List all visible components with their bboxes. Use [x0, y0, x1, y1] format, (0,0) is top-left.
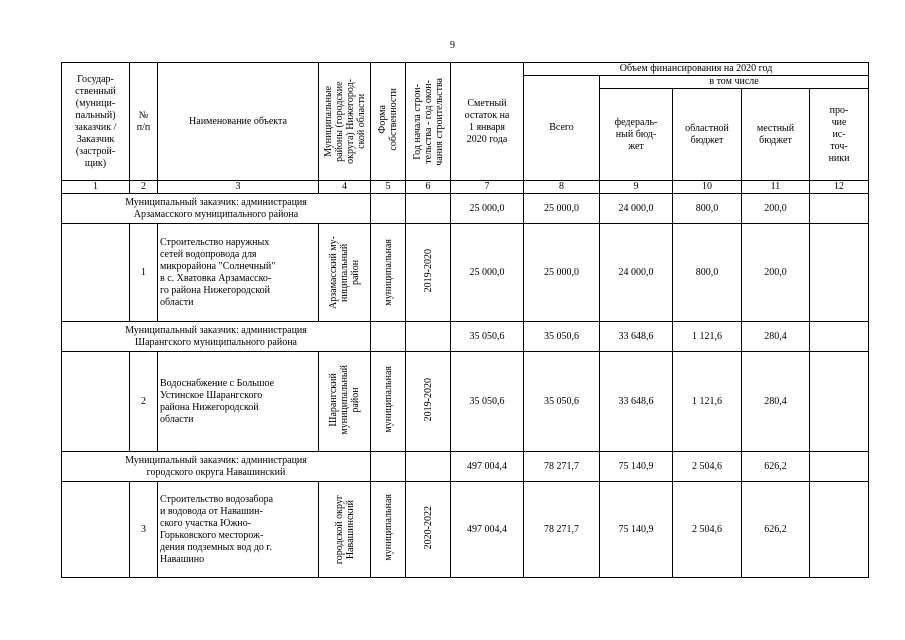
group-estimate: 25 000,0: [451, 194, 524, 224]
header-including: в том числе: [600, 76, 869, 89]
item-num: 2: [130, 352, 158, 452]
column-number: 6: [406, 181, 451, 194]
header-districts: Муниципальные районы (городские округа) Нижегород- ской области: [319, 63, 371, 181]
item-years: 2019-2020: [406, 352, 451, 452]
group-other: [810, 194, 869, 224]
item-other: [810, 352, 869, 452]
item-ownership: муниципальная: [371, 482, 406, 578]
item-local: 280,4: [742, 352, 810, 452]
item-total: 78 271,7: [524, 482, 600, 578]
item-ownership: муниципальная: [371, 352, 406, 452]
group-federal: 75 140,9: [600, 452, 673, 482]
item-name: Строительство наружных сетей водопровода для микрорайона "Солнечный" в с. Хватовка Арзамасско- го района Нижегородской области: [158, 224, 319, 322]
column-number: 4: [319, 181, 371, 194]
header-total: Всего: [524, 76, 600, 181]
group-other: [810, 322, 869, 352]
group-estimate: 35 050,6: [451, 322, 524, 352]
group-regional: 800,0: [673, 194, 742, 224]
header-row-1: [62, 63, 869, 76]
group-local: 280,4: [742, 322, 810, 352]
column-number: 2: [130, 181, 158, 194]
column-number: 11: [742, 181, 810, 194]
header-local: местный бюджет: [742, 89, 810, 181]
group-customer: Муниципальный заказчик: администрация городского округа Навашинский: [62, 452, 371, 482]
item-estimate: 497 004,4: [451, 482, 524, 578]
header-years: Год начала строи- тельства - год окон- чания строительства: [406, 63, 451, 181]
group-regional: 2 504,6: [673, 452, 742, 482]
page-number: 9: [450, 40, 455, 51]
item-district: Шарангский муниципальный район: [319, 352, 371, 452]
item-row: [62, 224, 869, 322]
header-regional: областной бюджет: [673, 89, 742, 181]
column-number: 5: [371, 181, 406, 194]
item-other: [810, 224, 869, 322]
item-local: 626,2: [742, 482, 810, 578]
item-district: городской округ Навашинский: [319, 482, 371, 578]
column-number: 8: [524, 181, 600, 194]
item-federal: 75 140,9: [600, 482, 673, 578]
item-row: [62, 482, 869, 578]
item-num: 3: [130, 482, 158, 578]
column-number: 12: [810, 181, 869, 194]
group-total: 25 000,0: [524, 194, 600, 224]
header-estimate: Сметный остаток на 1 января 2020 года: [451, 63, 524, 181]
financing-table: [61, 62, 869, 578]
item-years: 2020-2022: [406, 482, 451, 578]
header-object-name: Наименование объекта: [158, 63, 319, 181]
group-local: 200,0: [742, 194, 810, 224]
header-federal: федераль- ный бюд- жет: [600, 89, 673, 181]
column-number: 10: [673, 181, 742, 194]
column-number: 1: [62, 181, 130, 194]
item-local: 200,0: [742, 224, 810, 322]
item-regional: 1 121,6: [673, 352, 742, 452]
header-ownership: Форма собственности: [371, 63, 406, 181]
item-federal: 33 648,6: [600, 352, 673, 452]
item-regional: 800,0: [673, 224, 742, 322]
item-regional: 2 504,6: [673, 482, 742, 578]
header-customer: Государ- ственный (муници- пальный) заказчик / Заказчик (застрой- щик): [62, 63, 130, 181]
header-financing: Объем финансирования на 2020 год: [524, 63, 869, 76]
group-total: 35 050,6: [524, 322, 600, 352]
group-row: [62, 452, 869, 482]
item-years: 2019-2020: [406, 224, 451, 322]
item-name: Строительство водозабора и водовода от Навашин- ского участка Южно- Горьковского месторож- дения подземных вод до г. Навашино: [158, 482, 319, 578]
group-row: [62, 194, 869, 224]
group-customer: Муниципальный заказчик: администрация Арзамасского муниципального района: [62, 194, 371, 224]
item-federal: 24 000,0: [600, 224, 673, 322]
item-name: Водоснабжение с Большое Устинское Шарангского района Нижегородской области: [158, 352, 319, 452]
item-estimate: 35 050,6: [451, 352, 524, 452]
group-row: [62, 322, 869, 352]
header-num: № п/п: [130, 63, 158, 181]
item-total: 25 000,0: [524, 224, 600, 322]
header-other: про- чие ис- точ- ники: [810, 89, 869, 181]
column-number: 9: [600, 181, 673, 194]
group-federal: 33 648,6: [600, 322, 673, 352]
column-number-row: [62, 181, 869, 194]
item-ownership: муниципальная: [371, 224, 406, 322]
group-regional: 1 121,6: [673, 322, 742, 352]
group-local: 626,2: [742, 452, 810, 482]
item-district: Арзамасский му- ниципальный район: [319, 224, 371, 322]
group-federal: 24 000,0: [600, 194, 673, 224]
item-row: [62, 352, 869, 452]
group-other: [810, 452, 869, 482]
group-estimate: 497 004,4: [451, 452, 524, 482]
item-num: 1: [130, 224, 158, 322]
column-number: 3: [158, 181, 319, 194]
item-other: [810, 482, 869, 578]
column-number: 7: [451, 181, 524, 194]
group-customer: Муниципальный заказчик: администрация Шарангского муниципального района: [62, 322, 371, 352]
item-total: 35 050,6: [524, 352, 600, 452]
item-estimate: 25 000,0: [451, 224, 524, 322]
group-total: 78 271,7: [524, 452, 600, 482]
